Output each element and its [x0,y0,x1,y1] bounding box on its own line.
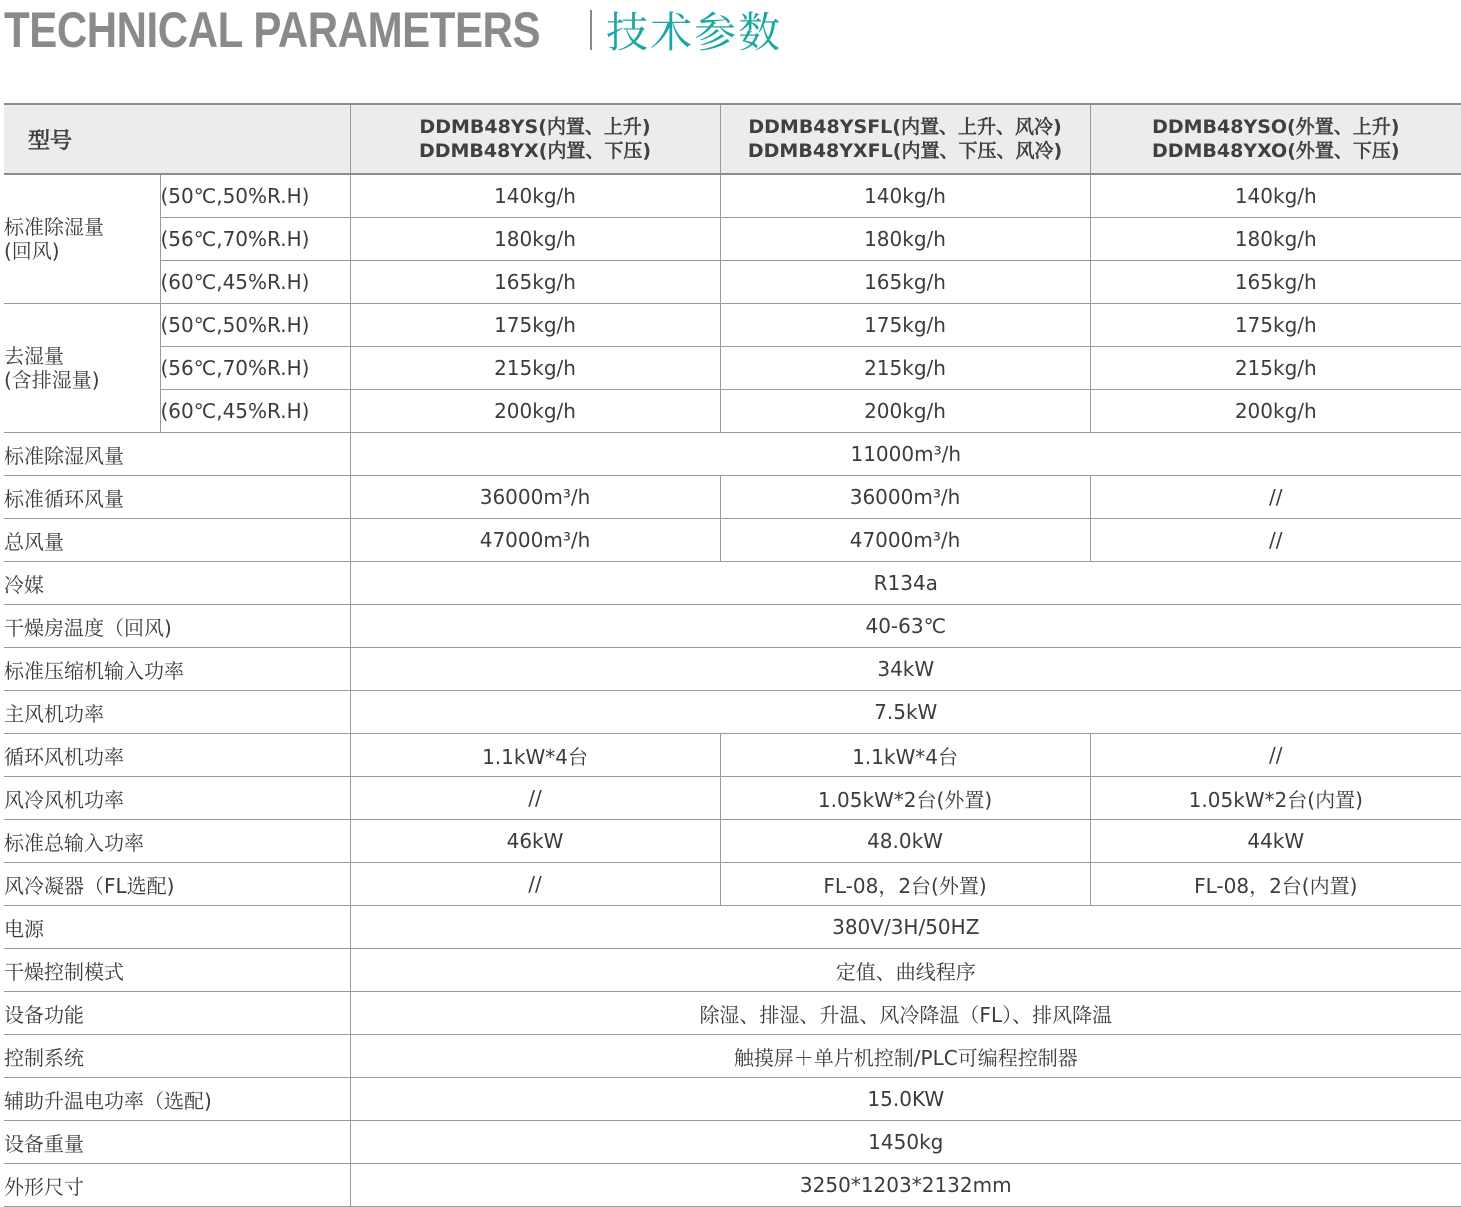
value-cell: 36000m³/h [720,476,1090,519]
table-row [4,648,1461,691]
model-3-line-1: DDMB48YSO(外置、上升) [1152,116,1400,138]
header-row [4,104,1461,174]
title-divider [590,10,592,50]
model-3-line-2: DDMB48YXO(外置、下压) [1151,140,1400,162]
model-label: 型号 [4,104,350,174]
value-cell: 3250*1203*2132mm [350,1164,1461,1207]
table-row [4,218,1461,261]
value-cell: 380V/3H/50HZ [350,906,1461,949]
value-cell: 140kg/h [1090,174,1461,218]
condition-cell: (56℃,70%R.H) [160,218,350,261]
model-header-1 [350,104,720,174]
value-cell: 47000m³/h [350,519,720,562]
value-cell: 175kg/h [720,304,1090,347]
condition-cell: (60℃,45%R.H) [160,390,350,433]
table-row [4,1164,1461,1207]
value-cell: 40-63℃ [350,605,1461,648]
model-2-line-2: DDMB48YXFL(内置、下压、风冷) [747,140,1063,162]
row-label: 冷媒 [4,562,350,605]
value-cell: 165kg/h [1090,261,1461,304]
page-title [4,0,782,60]
value-cell: 除湿、排湿、升温、风冷降温（FL）、排风降温 [350,992,1461,1035]
value-cell: 触摸屏＋单片机控制/PLC可编程控制器 [350,1035,1461,1078]
row-label: 风冷风机功率 [4,777,350,820]
row-label: 控制系统 [4,1035,350,1078]
value-cell: // [350,777,720,820]
title-english: TECHNICAL PARAMETERS [4,2,541,58]
model-header-2 [720,104,1090,174]
value-cell: 48.0kW [720,820,1090,863]
title-chinese: 技术参数 [606,8,783,57]
value-cell: 1.1kW*4台 [720,734,1090,777]
value-cell: 180kg/h [720,218,1090,261]
row-label: 主风机功率 [4,691,350,734]
group-label-line-2: (回风) [4,239,60,263]
table-row [4,777,1461,820]
value-cell: 11000m³/h [350,433,1461,476]
value-cell: 7.5kW [350,691,1461,734]
value-cell: FL-08，2台(外置) [720,863,1090,906]
value-cell: 215kg/h [720,347,1090,390]
value-cell: 1.05kW*2台(外置) [720,777,1090,820]
value-cell: // [1090,519,1461,562]
table-row [4,261,1461,304]
row-label: 标准除湿风量 [4,433,350,476]
value-cell: 165kg/h [350,261,720,304]
condition-cell: (50℃,50%R.H) [160,304,350,347]
condition-cell: (60℃,45%R.H) [160,261,350,304]
row-label: 标准总输入功率 [4,820,350,863]
condition-cell: (50℃,50%R.H) [160,174,350,218]
model-2-line-1: DDMB48YSFL(内置、上升、风冷) [748,116,1062,138]
table-row [4,949,1461,992]
value-cell: 140kg/h [720,174,1090,218]
value-cell: 215kg/h [350,347,720,390]
condition-cell: (56℃,70%R.H) [160,347,350,390]
value-cell: 140kg/h [350,174,720,218]
table-row [4,433,1461,476]
table-row [4,992,1461,1035]
table-row [4,390,1461,433]
model-header-3 [1090,104,1461,174]
model-1-line-1: DDMB48YS(内置、上升) [419,116,651,138]
row-label: 外形尺寸 [4,1164,350,1207]
value-cell: 165kg/h [720,261,1090,304]
table-row [4,519,1461,562]
table-row [4,174,1461,218]
value-cell: 200kg/h [720,390,1090,433]
value-cell: 47000m³/h [720,519,1090,562]
row-label: 设备重量 [4,1121,350,1164]
row-label: 标准循环风量 [4,476,350,519]
value-cell: 定值、曲线程序 [350,949,1461,992]
table-row [4,1121,1461,1164]
value-cell: 36000m³/h [350,476,720,519]
group-label-line-1: 标准除湿量 [4,215,104,239]
value-cell: 44kW [1090,820,1461,863]
table-row [4,476,1461,519]
value-cell: // [1090,734,1461,777]
group-label [4,304,160,433]
group-label-line-1: 去湿量 [4,344,64,368]
table-row [4,691,1461,734]
table-row [4,906,1461,949]
row-label: 总风量 [4,519,350,562]
table-row [4,347,1461,390]
value-cell: 34kW [350,648,1461,691]
group-label [4,174,160,304]
value-cell: 175kg/h [350,304,720,347]
value-cell: // [1090,476,1461,519]
table-row [4,1035,1461,1078]
value-cell: // [350,863,720,906]
value-cell: 1450kg [350,1121,1461,1164]
value-cell: 175kg/h [1090,304,1461,347]
value-cell: 180kg/h [1090,218,1461,261]
row-label: 标准压缩机输入功率 [4,648,350,691]
table-row [4,1078,1461,1121]
value-cell: 215kg/h [1090,347,1461,390]
value-cell: 1.1kW*4台 [350,734,720,777]
table-row [4,863,1461,906]
group-label-line-2: (含排湿量) [4,368,100,392]
row-label: 循环风机功率 [4,734,350,777]
value-cell: 200kg/h [350,390,720,433]
table-row [4,562,1461,605]
row-label: 辅助升温电功率（选配) [4,1078,350,1121]
row-label: 设备功能 [4,992,350,1035]
row-label: 干燥控制模式 [4,949,350,992]
value-cell: 1.05kW*2台(内置) [1090,777,1461,820]
value-cell: 46kW [350,820,720,863]
table-row [4,304,1461,347]
spec-table [4,103,1461,1207]
row-label: 干燥房温度（回风) [4,605,350,648]
value-cell: 15.0KW [350,1078,1461,1121]
value-cell: R134a [350,562,1461,605]
table-row [4,734,1461,777]
row-label: 风冷凝器（FL选配) [4,863,350,906]
value-cell: 200kg/h [1090,390,1461,433]
spec-body [4,174,1461,1207]
row-label: 电源 [4,906,350,949]
table-row [4,820,1461,863]
value-cell: 180kg/h [350,218,720,261]
table-row [4,605,1461,648]
model-1-line-2: DDMB48YX(内置、下压) [418,140,652,162]
value-cell: FL-08，2台(内置) [1090,863,1461,906]
